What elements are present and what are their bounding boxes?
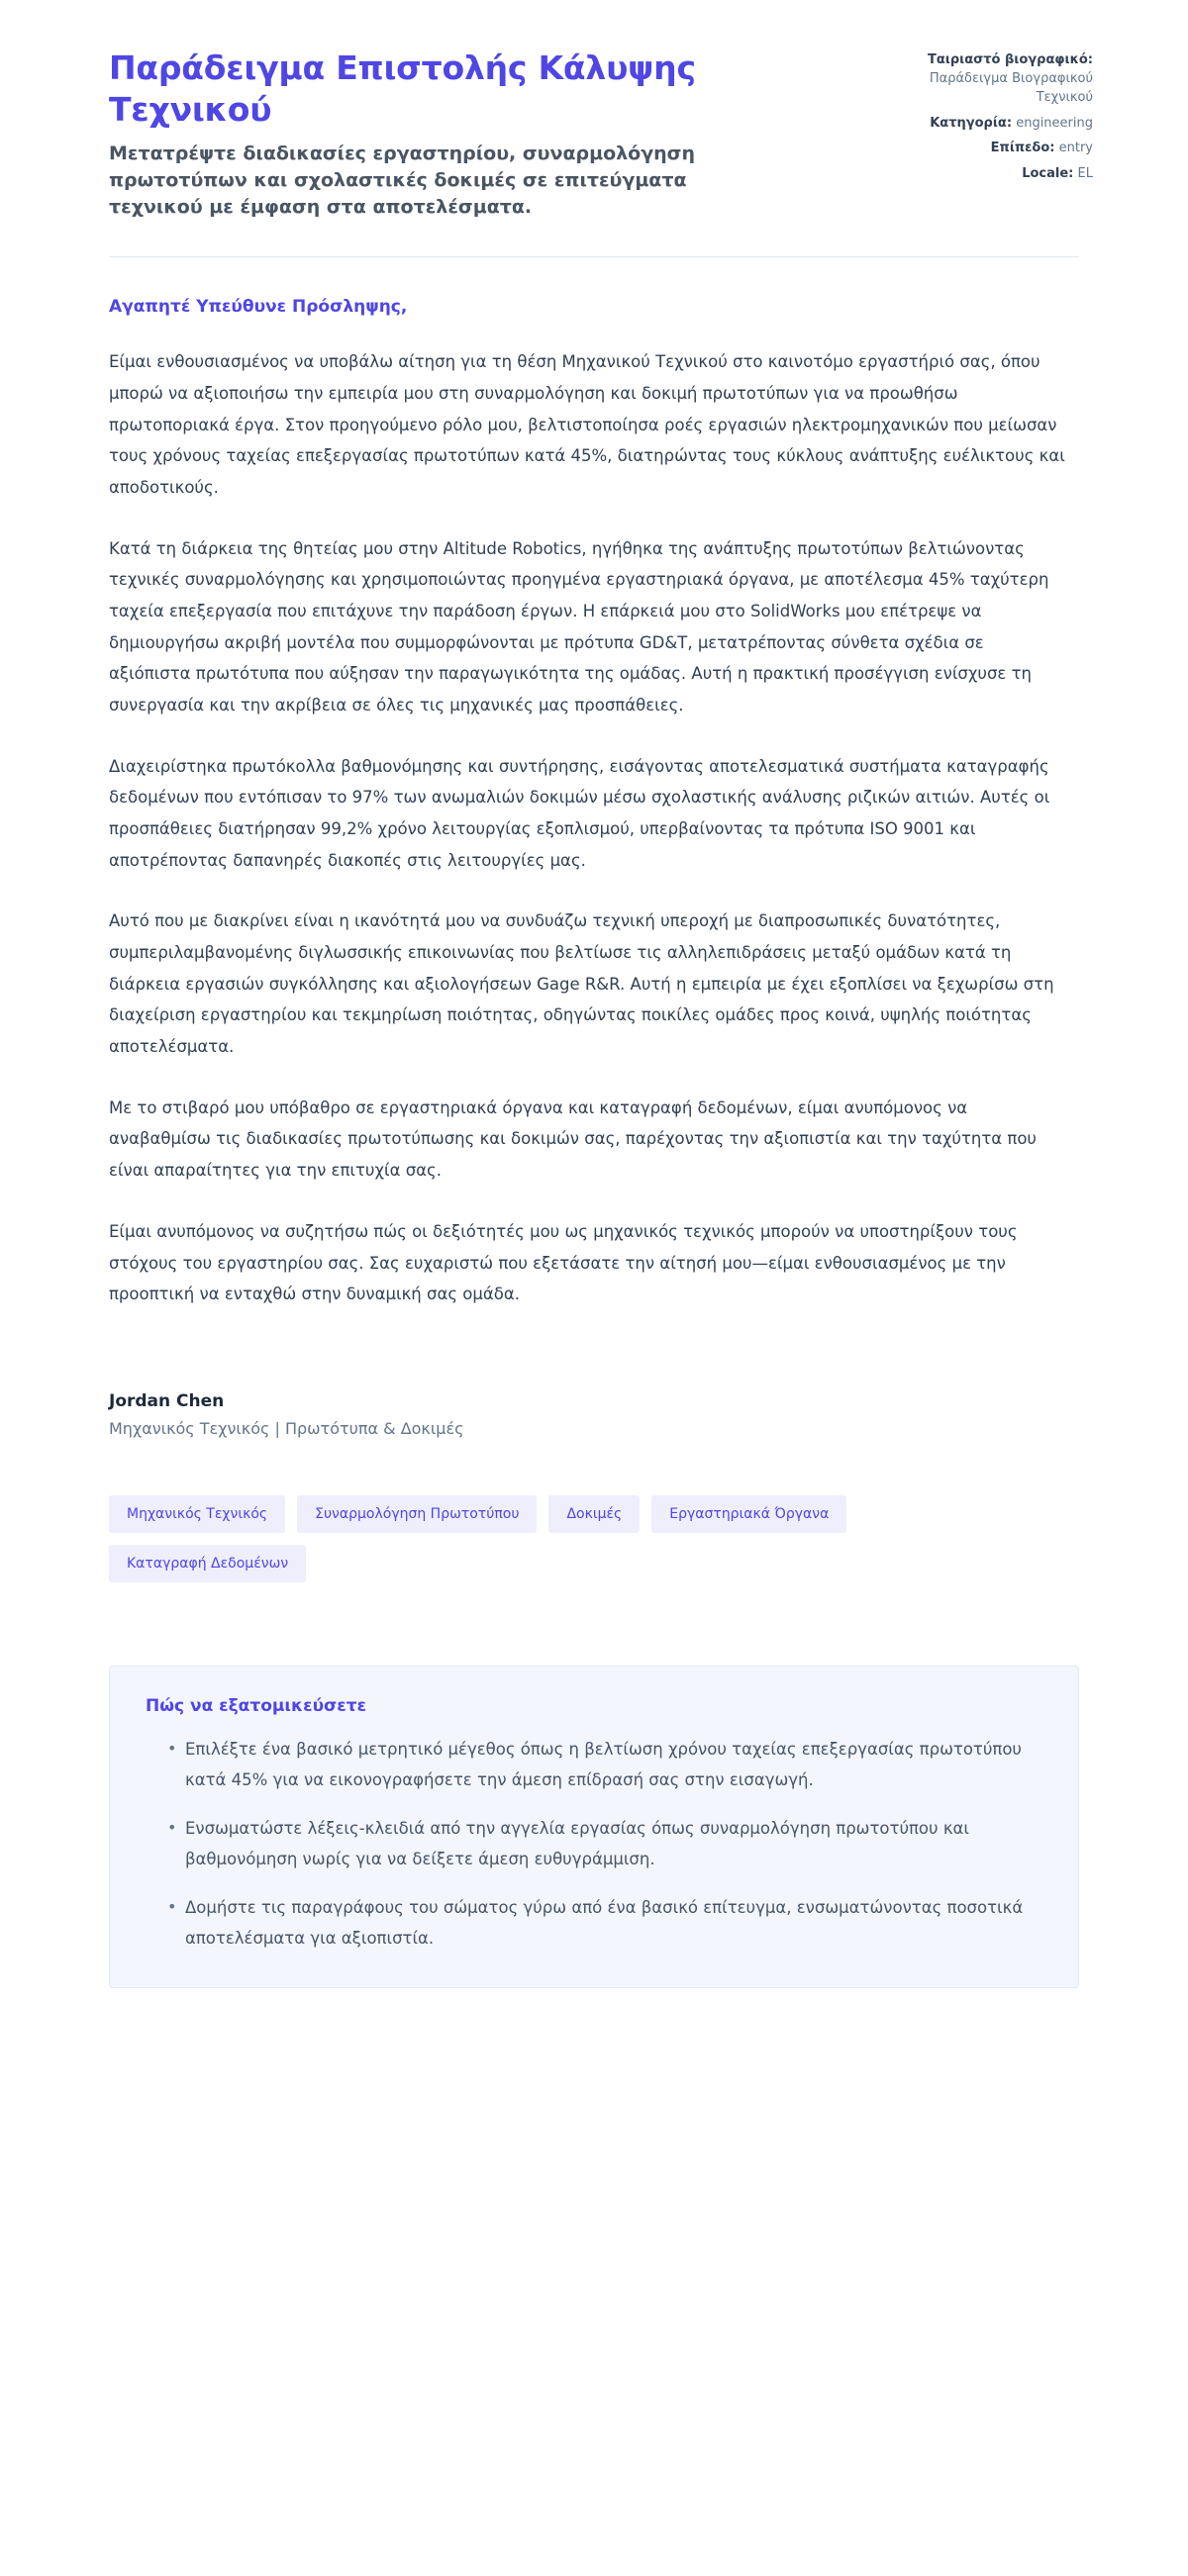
tips-list-item: • Επιλέξτε ένα βασικό μετρητικό μέγεθος όπως η βελτίωση χρόνου ταχείας επεξεργασίας πρωτοτύπου κατά 45% για να εικονογραφήσετε την άμεση επίδρασή σας στην εισαγωγή.	[167, 1734, 1042, 1795]
tips-title: Πώς να εξατομικεύσετε	[146, 1695, 367, 1716]
document-metadata	[905, 48, 1093, 184]
bottom-spacer	[0, 1988, 1188, 2077]
meta-label-level: Επίπεδο:	[990, 141, 1055, 156]
meta-value-matching-resume: Παράδειγμα Βιογραφικού Τεχνικού	[929, 70, 1093, 105]
meta-value-level: entry	[1058, 141, 1093, 156]
tips-list	[146, 1734, 1042, 1954]
signature-role: Μηχανικός Τεχνικός | Πρωτότυπα & Δοκιμές	[109, 1418, 464, 1438]
tag-chip[interactable]: Καταγραφή Δεδομένων	[109, 1545, 306, 1582]
meta-label-matching-resume: Ταιριαστό βιογραφικό:	[927, 52, 1093, 67]
letter-paragraph: Διαχειρίστηκα πρωτόκολλα βαθμονόμησης και συντήρησης, εισάγοντας αποτελεσματικά συστήματα καταγραφής δεδομένων που εντόπισαν το 97% των ανωμαλιών δοκιμών μέσω σχολαστικής ανάλυσης ριζικών αιτιών. Αυτές οι προσπάθειες διατήρησαν 99,2% χρόνο λειτουργίας εξοπλισμού, υπερβαίνοντας τα πρότυπα ISO 9001 και αποτρέποντας δαπανηρές διακοπές στις λειτουργίες μας.	[109, 756, 1050, 870]
meta-label-category: Κατηγορία:	[930, 115, 1013, 131]
letter-salutation: Αγαπητέ Υπεύθυνε Πρόσληψης,	[109, 297, 408, 318]
letter-paragraph: Είμαι ανυπόμονος να συζητήσω πώς οι δεξιότητές μου ως μηχανικός τεχνικός μπορούν να υποστηρίξουν τους στόχους του εργαστηρίου σας. Σας ευχαριστώ που εξετάσατε την αίτησή μου—είμαι ενθουσιασμένος με την προοπτική να ενταχθώ στην δυναμική σας ομάδα.	[109, 1221, 1018, 1304]
meta-label-locale: Locale:	[1022, 166, 1074, 182]
header-title-block	[109, 48, 842, 221]
page-title: Παράδειγμα Επιστολής Κάλυψης Τεχνικού	[109, 48, 696, 130]
letter-paragraph: Είμαι ενθουσιασμένος να υποβάλω αίτηση για τη θέση Μηχανικού Τεχνικού στο καινοτόμο εργαστήριό σας, όπου μπορώ να αξιοποιήσω την εμπειρία μου στη συναρμολόγηση και δοκιμή πρωτοτύπων για να προωθήσω πρωτοποριακά έργα. Στον προηγούμενο ρόλο μου, βελτιστοποίησα ροές εργασιών ηλεκτρομηχανικών που μείωσαν τους χρόνους ταχείας επεξεργασίας πρωτοτύπων κατά 45%, διατηρώντας τους κύκλους ανάπτυξης ευέλικτους και αποδοτικούς.	[109, 352, 1065, 498]
meta-value-category: engineering	[1016, 115, 1093, 131]
tips-list-item: • Δομήστε τις παραγράφους του σώματος γύρω από ένα βασικό επίτευγμα, ενσωματώνοντας ποσοτικά αποτελέσματα για αξιοπιστία.	[167, 1892, 1042, 1954]
page-header	[0, 0, 1188, 221]
meta-row-level	[905, 140, 1093, 158]
letter-body	[0, 257, 1188, 1309]
tips-list-item: • Ενσωματώστε λέξεις-κλειδιά από την αγγελία εργασίας όπως συναρμολόγηση πρωτοτύπου και βαθμονόμηση νωρίς για να δείξετε άμεση ευθυγράμμιση.	[167, 1813, 1042, 1874]
meta-row-matching-resume	[905, 51, 1093, 108]
meta-row-category	[905, 115, 1093, 134]
tag-chip[interactable]: Εργαστηριακά Όργανα	[651, 1495, 846, 1533]
meta-value-locale: EL	[1077, 166, 1093, 182]
tag-chip[interactable]: Δοκιμές	[548, 1495, 640, 1533]
signature-block	[0, 1340, 1188, 1438]
tag-list	[0, 1438, 990, 1582]
page-subtitle: Μετατρέψτε διαδικασίες εργαστηρίου, συναρμολόγηση πρωτοτύπων και σχολαστικές δοκιμές σε επιτεύγματα τεχνικού με έμφαση στα αποτελέσματα.	[109, 143, 696, 219]
personalization-tips-callout	[109, 1666, 1079, 1988]
letter-paragraph: Κατά τη διάρκεια της θητείας μου στην Altitude Robotics, ηγήθηκα της ανάπτυξης πρωτοτύπων βελτιώνοντας τεχνικές συναρμολόγησης και χρησιμοποιώντας προηγμένα εργαστηριακά όργανα, με αποτέλεσμα 45% ταχύτερη ταχεία επεξεργασία που επιτάχυνε την παράδοση έργων. Η επάρκειά μου στο SolidWorks μου επέτρεψε να δημιουργήσω ακριβή μοντέλα που συμμορφώνονται με πρότυπα GD&T, μετατρέποντας σύνθετα σχέδια σε αξιόπιστα πρωτότυπα που αύξησαν την παραγωγικότητα της ομάδας. Αυτή η πρακτική προσέγγιση ενίσχυσε τη συνεργασία και την ακρίβεια σε όλες τις μηχανικές μας προσπάθειες.	[109, 538, 1049, 716]
letter-paragraph: Με το στιβαρό μου υπόβαθρο σε εργαστηριακά όργανα και καταγραφή δεδομένων, είμαι ανυπόμονος να αναβαθμίσω τις διαδικασίες πρωτοτύπωσης και δοκιμών σας, παρέχοντας την αξιοπιστία και την ταχύτητα που είναι απαραίτητες για την επιτυχία σας.	[109, 1097, 1037, 1181]
letter-paragraph: Αυτό που με διακρίνει είναι η ικανότητά μου να συνδυάζω τεχνική υπεροχή με διαπροσωπικές δυνατότητες, συμπεριλαμβανομένης διγλωσσικής επικοινωνίας που βελτίωσε τις αλληλεπιδράσεις μεταξύ ομάδων κατά τη διάρκεια εργασιών συγκόλλησης και αξιολογήσεων Gage R&R. Αυτή η εμπειρία με έχει εξοπλίσει να ξεχωρίσω στη διαχείριση εργαστηρίου και τεκμηρίωση ποιότητας, οδηγώντας ποικίλες ομάδες προς κοινά, υψηλής ποιότητας αποτελέσματα.	[109, 911, 1054, 1057]
signature-name: Jordan Chen	[109, 1390, 225, 1411]
tag-chip[interactable]: Συναρμολόγηση Πρωτοτύπου	[297, 1495, 537, 1533]
meta-row-locale	[905, 165, 1093, 184]
tag-chip[interactable]: Μηχανικός Τεχνικός	[109, 1495, 285, 1533]
